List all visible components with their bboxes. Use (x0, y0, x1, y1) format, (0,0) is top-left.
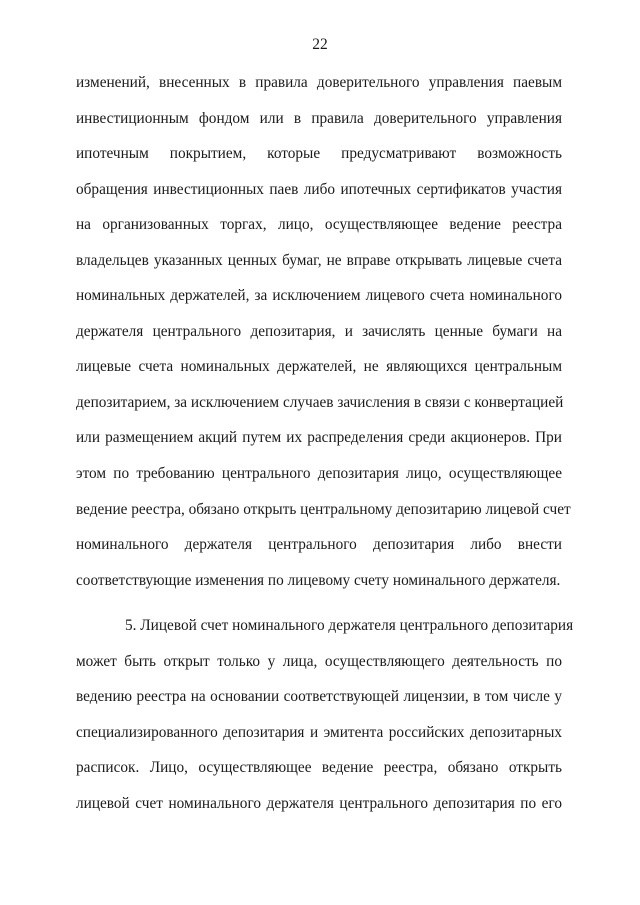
text-line: владельцев указанных ценных бумаг, не вправе открывать лицевые счета (76, 251, 562, 269)
text-line: ведению реестра на основании соответствующей лицензии, в том числе у (76, 688, 562, 706)
text-line: номинального держателя центрального депозитария либо внести (76, 536, 562, 554)
text-line: обращения инвестиционных паев либо ипотечных сертификатов участия (76, 180, 562, 198)
text-line: этом по требованию центрального депозитария лицо, осуществляющее (76, 465, 562, 483)
text-line: инвестиционным фондом или в правила доверительного управления (76, 109, 562, 127)
text-line: номинальных держателей, за исключением лицевого счета номинального (76, 287, 562, 305)
text-line: специализированного депозитария и эмитента российских депозитарных (76, 723, 562, 741)
text-line: может быть открыт только у лица, осуществляющего деятельность по (76, 652, 562, 670)
text-line: ведение реестра, обязано открыть центральному депозитарию лицевой счет (76, 500, 571, 518)
text-line: депозитарием, за исключением случаев зачисления в связи с конвертацией (76, 393, 564, 411)
text-line: изменений, внесенных в правила доверительного управления паевым (76, 74, 562, 91)
page-number: 22 (312, 36, 328, 53)
text-line: ипотечным покрытием, которые предусматривают возможность (76, 145, 562, 163)
paragraph-first-line: 5. Лицевой счет номинального держателя центрального депозитария (125, 617, 574, 635)
text-line: лицевой счет номинального держателя центрального депозитария по его (76, 794, 562, 812)
text-line: или размещением акций путем их распределения среди акционеров. При (76, 429, 562, 447)
body-text (76, 74, 574, 830)
paragraph-last-line: соответствующие изменения по лицевому счету номинального держателя. (76, 571, 561, 589)
text-line: на организованных торгах, лицо, осуществляющее ведение реестра (76, 216, 562, 234)
text-line: держателя центрального депозитария, и зачислять ценные бумаги на (76, 322, 562, 340)
text-line: лицевые счета номинальных держателей, не являющихся центральным (76, 358, 562, 376)
text-line: расписок. Лицо, осуществляющее ведение реестра, обязано открыть (76, 759, 562, 777)
